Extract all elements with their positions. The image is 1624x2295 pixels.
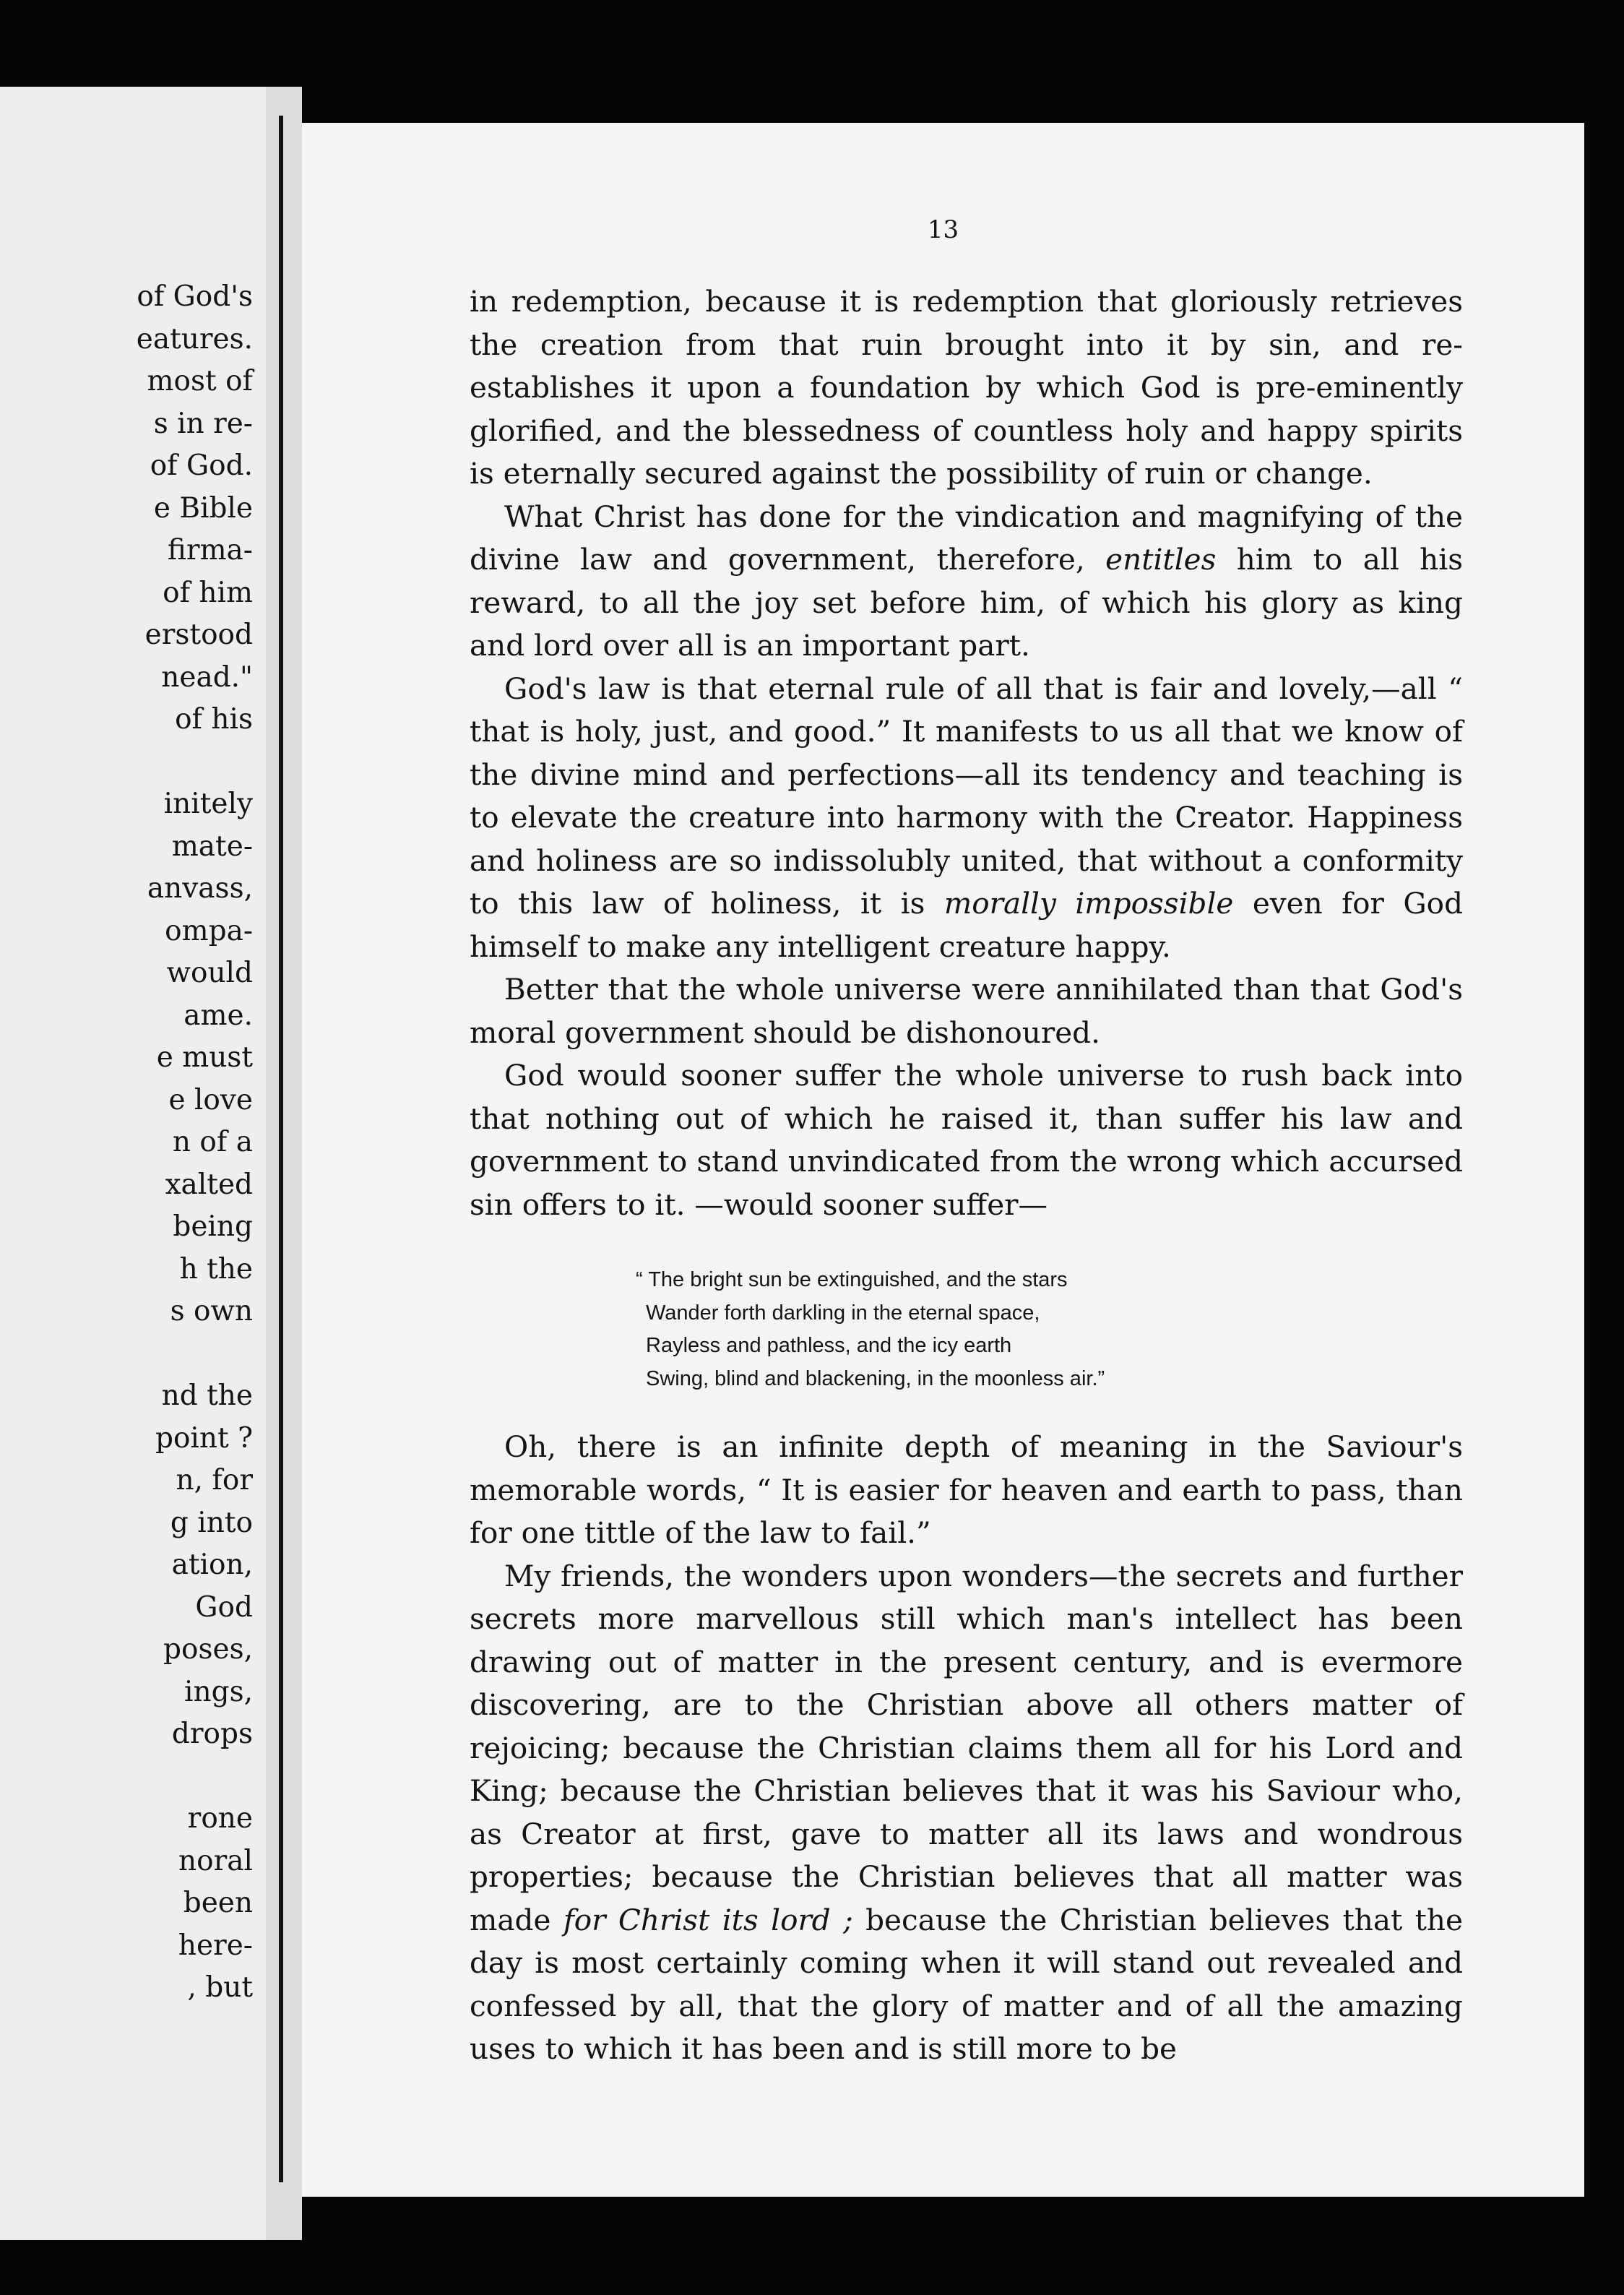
- paragraph-1: in redemption, because it is redemption that gloriously retrieves the creation from that ruin brought into it by sin, and re-establishes it upon a foundation by which God is pre-eminently glorified, and the blessedness of countless holy and happy spirits is eternally secured against the possibility of ruin or change.: [470, 284, 1463, 491]
- facing-page-line: [0, 1756, 253, 1799]
- facing-page-line: ation,: [171, 1549, 253, 1581]
- facing-page-line: e must: [156, 1041, 253, 1074]
- facing-page-line: nd the: [161, 1379, 253, 1412]
- facing-page-line: of God.: [150, 449, 253, 482]
- facing-page-line: being: [173, 1210, 253, 1243]
- paragraph-7: My friends, the wonders upon wonders—the secrets and further secrets more marvellous still which man's intellect has been drawing out of matter in the present century, and is evermore discovering, are to the Christian above all others matter of rejoicing; because the Christian claims them all for his Lord and King; because the Christian believes that it was his Saviour who, as Creator at first, gave to matter all its laws and wondrous properties; because the Christian believes that all matter was made for Christ its lord ; because the Christian believes that the day is most certainly coming when it will stand out revealed and confessed by all, that the glory of matter and of all the amazing uses to which it has been and is still more to be: [470, 1558, 1463, 2066]
- facing-page-line: been: [183, 1887, 253, 1919]
- facing-page-line: here-: [178, 1929, 253, 1962]
- poem-quotation: [636, 1264, 1463, 1395]
- page-body: [470, 280, 1463, 2071]
- facing-page-line: s own: [170, 1295, 253, 1327]
- facing-page-text: [0, 276, 253, 2010]
- facing-page-line: e Bible: [153, 491, 253, 525]
- facing-page-line: erstood: [144, 619, 253, 651]
- facing-page-line: , but: [187, 1971, 253, 2004]
- facing-page-line: n, for: [176, 1464, 253, 1497]
- facing-page-line: of God's: [137, 280, 253, 313]
- paragraph-4: Better that the whole universe were annihilated than that God's moral government should be dishonoured.: [470, 972, 1463, 1050]
- facing-page-line: rone: [187, 1802, 253, 1835]
- facing-page-line: nead.": [161, 660, 253, 694]
- facing-page-line: drops: [171, 1718, 253, 1750]
- facing-page-line: noral: [178, 1844, 253, 1877]
- facing-page-line: point ?: [155, 1421, 253, 1455]
- paragraph-6: Oh, there is an infinite depth of meaning in the Saviour's memorable words, “ It is easier for heaven and earth to pass, than for one tittle of the law to fail.”: [470, 1429, 1463, 1550]
- facing-page-line: firma-: [167, 534, 253, 567]
- paragraph-3: God's law is that eternal rule of all that is fair and lovely,—all “ that is holy, just, and good.” It manifests to us all that we know of the divine mind and perfections—all its tendency and teaching is to elevate the creature into harmony with the Creator. Happiness and holiness are so indissolubly united, that without a conformity to this law of holiness, it is morally impossible even for God himself to make any intelligent creature happy.: [470, 671, 1463, 964]
- facing-page-line: God: [195, 1590, 253, 1624]
- facing-page-line: of him: [163, 576, 253, 609]
- facing-page-line: s in re-: [153, 407, 253, 440]
- facing-page-line: [0, 741, 253, 784]
- facing-page-line: ings,: [184, 1675, 253, 1708]
- page-number: 13: [927, 215, 959, 244]
- poem-line: Rayless and pathless, and the icy earth: [646, 1334, 1012, 1357]
- facing-page-line: n of a: [172, 1126, 253, 1158]
- facing-page-line: ame.: [183, 999, 253, 1032]
- poem-line: Wander forth darkling in the eternal space,: [646, 1301, 1040, 1325]
- facing-page-line: g into: [170, 1506, 253, 1539]
- book-gutter: [266, 87, 302, 2240]
- facing-page-line: e love: [168, 1083, 253, 1116]
- facing-page-line: h the: [179, 1252, 253, 1286]
- facing-page-line: of his: [175, 703, 253, 736]
- facing-page-line: poses,: [163, 1633, 253, 1666]
- facing-page-line: mate-: [171, 830, 253, 863]
- facing-page: [0, 87, 266, 2240]
- facing-page-line: would: [166, 957, 253, 989]
- poem-line: Swing, blind and blackening, in the moonless air.”: [646, 1366, 1105, 1390]
- facing-page-line: xalted: [165, 1168, 253, 1201]
- main-page: [302, 123, 1584, 2197]
- paragraph-2: What Christ has done for the vindication and magnifying of the divine law and government, therefore, entitles him to all his reward, to all the joy set before him, of which his glory as king and lord over all is an important part.: [470, 499, 1463, 663]
- facing-page-line: [0, 1333, 253, 1376]
- facing-page-line: initely: [163, 788, 253, 820]
- paragraph-5: God would sooner suffer the whole universe to rush back into that nothing out of which he raised it, than suffer his law and government to stand unvindicated from the wrong which accursed sin offers to it. —would sooner suffer—: [470, 1058, 1463, 1222]
- facing-page-line: eatures.: [136, 322, 253, 356]
- poem-line: “ The bright sun be extinguished, and the stars: [636, 1268, 1068, 1291]
- facing-page-line: anvass,: [147, 872, 253, 905]
- facing-page-line: most of: [147, 365, 253, 397]
- gutter-shadow: [279, 116, 283, 2182]
- facing-page-line: ompa-: [165, 914, 253, 947]
